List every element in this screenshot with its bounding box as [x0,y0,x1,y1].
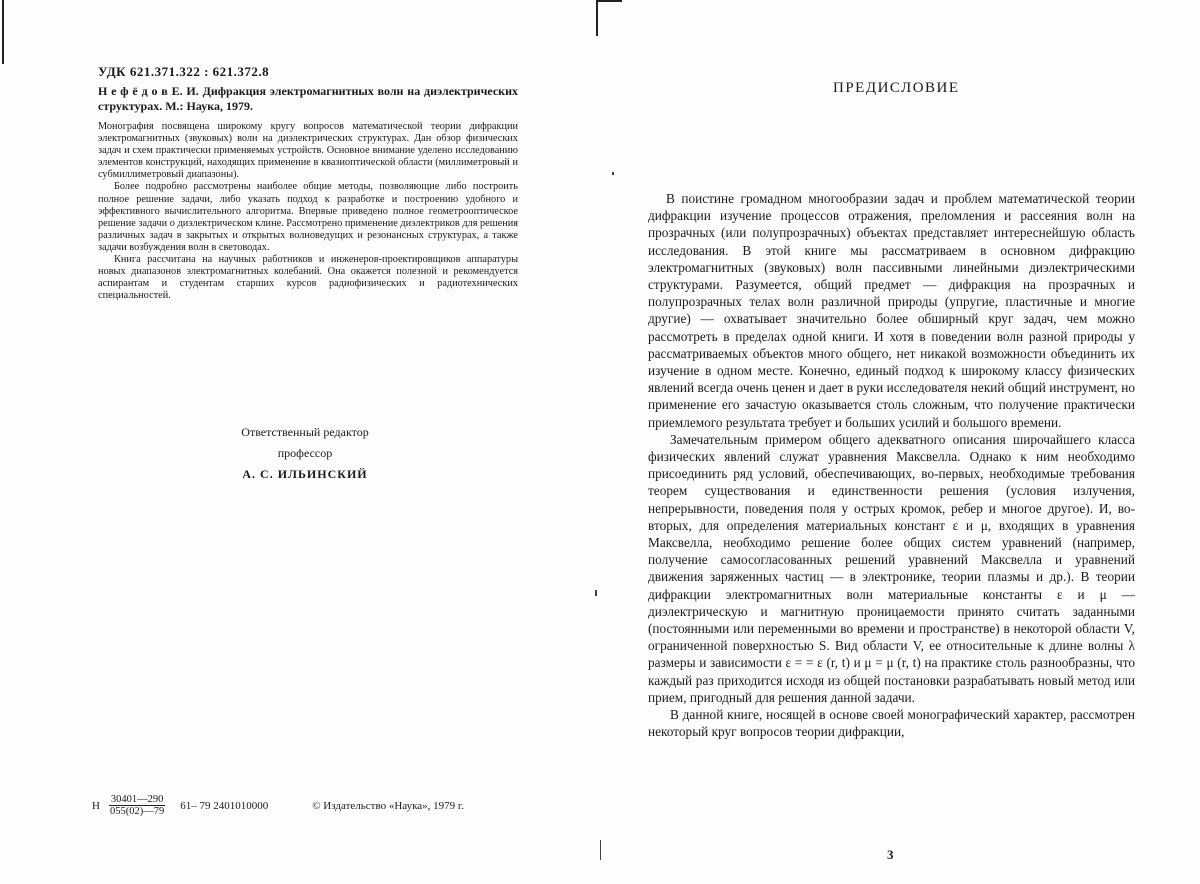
scan-speck [600,840,601,860]
scan-speck [595,590,597,596]
publisher-copyright: © Издательство «Наука», 1979 г. [312,799,464,812]
page-edge-line [596,0,622,2]
section-heading: ПРЕДИСЛОВИЕ [833,80,960,96]
preface-paragraph: В поистине громадном многообразии задач и проблем математической теории дифракции изучение процессов отражения, преломления и рассеяния волн на прозрачных (или полупрозрачных) объектах представляет интереснейшую область исследования. В этой книге мы рассматриваем в основном дифракцию электромагнитных (звуковых) волн пассивными линейными диэлектрическими структурами. Разумеется, общий предмет — дифракция на прозрачных и полупрозрачных телах волн различной природы (упругие, пластичные и многие другие) — охватывает значительно более обширный круг задач, чем можно рассмотреть в пределах одной книги. И хотя в поведении волн разной природы у рассматриваемых объектов много общего, нет никакой возможности объединить их изучение в одном месте. Конечно, единый подход к широкому классу физических явлений всегда очень ценен и дает в руки исследователя некий общий инструмент, но применение его зачастую оказывается столь сложным, что получение практически приемлемого результата требует и больших усилий и большого времени. [648,191,1135,430]
udk-code: УДК 621.371.322 : 621.372.8 [98,64,270,79]
fraction-numerator: 30401—290 [110,794,164,805]
imprint-fraction [108,794,166,817]
preface-text [648,190,1135,741]
page-number: 3 [887,847,894,862]
left-page [0,0,590,884]
book-abstract [98,121,518,302]
editor-role: Ответственный редактор [241,425,369,439]
scan-speck [612,172,614,175]
imprint-codes: 61– 79 2401010000 [180,799,269,812]
preface-paragraph: В данной книге, носящей в основе своей монографический характер, рассмотрен некоторый круг вопросов теории дифракции, [648,707,1135,740]
editor-name: А. С. ИЛЬИНСКИЙ [242,467,368,481]
preface-paragraph: Замечательным примером общего адекватного описания широчайшего класса физических явлений служат уравнения Максвелла. Однако к ним необходимо присоединить ряд условий, обеспечивающих, во-первых, необходимые требования теорем существования и единственности решения (условия излучения, непрерывности, поведения поля у острых кромок, ребер и многое другое). И, во-вторых, для определения материальных констант ε и μ, входящих в уравнения Максвелла, необходимо решение более общих систем уравнений (например, получение самосогласованных решений уравнений Максвелла и уравнений движения заряженных частиц — в электронике, теории плазмы и др.). В теории дифракции электромагнитных волн материальные константы ε и μ — диэлектрическую и магнитную проницаемости принято считать заданными (постоянными или переменными во времени и пространстве) в некоторой области V, ограниченной поверхностью S. Вид области V, ее относительные к длине волны λ размеры и зависимости ε = = ε (r, t) и μ = μ (r, t) на практике столь разнообразны, что каждый раз приходится исходя из общей постановки разрабатывать новый метод или прием, пригодный для решения данной задачи. [648,431,1135,705]
bibliographic-citation: Н е ф ё д о в Е. И. Дифракция электромагнитных волн на диэлектрических структурах. М.: Наука, 1979. [98,84,518,113]
abstract-paragraph: Монография посвящена широкому кругу вопросов математической теории дифракции электромагнитных (звуковых) волн на диэлектрических структурах. Дан обзор физических задач и схем практически применяемых устройств. Основное внимание уделено исследованию элементов конструкций, находящих применение в квазиоптической области (миллиметровый и субмиллиметровый диапазоны). [98,121,518,181]
right-page [590,0,1200,884]
imprint-letter: Н [92,799,100,812]
editor-block [180,422,430,485]
page-edge-line [596,0,598,36]
abstract-paragraph: Более подробно рассмотрены наиболее общие методы, позволяющие либо построить полное решение задачи, либо указать подход к разработке и построению удобного и эффективного вычислительного алгоритма. Впервые приведено полное геометрооптическое решение задачи о диэлектрическом клине. Рассмотрено применение диэлектриков для решения различных задач в закрытых и открытых волноведущих и резонансных структурах, а также задачи возбуждения волн в световодах. [98,181,518,253]
fraction-denominator: 055(02)—79 [109,806,165,817]
imprint-line [92,794,562,817]
page-edge-line [2,0,4,64]
editor-title: профессор [277,446,333,460]
abstract-paragraph: Книга рассчитана на научных работников и инженеров-проектировщиков аппаратуры новых диапазонов электромагнитных колебаний. Она окажется полезной и рекомендуется аспирантам и студентам старших курсов радиофизических и радиотехнических специальностей. [98,254,518,302]
